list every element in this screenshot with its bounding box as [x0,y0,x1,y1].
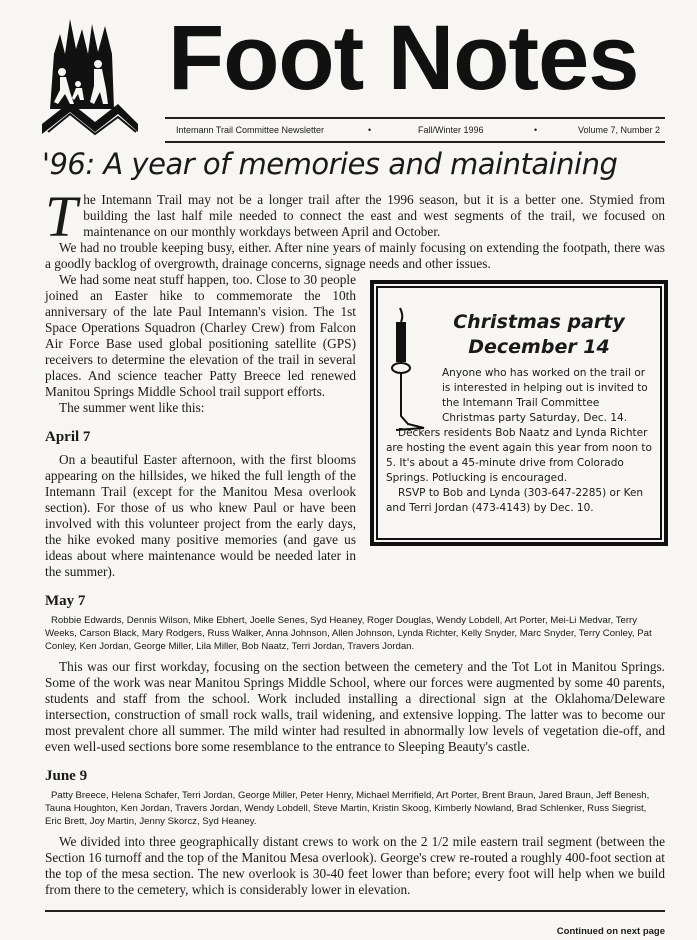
paragraph: On a beautiful Easter afternoon, with the first blooms appearing on the hillsides, we hiked the full length of the Intemann Trail (except for the Manitou Mesa overlook section). For those of us who knew Paul or have been involved with this volunteer project from the early days, the hike evoked many positive memories (and gave us ideas about where maintenance would be needed later in the summer). [45,452,356,579]
paragraph: The summer went like this: [59,400,205,415]
continued-link: Continued on next page [556,926,665,937]
masthead-title: Foot Notes [168,7,639,109]
divider [45,910,665,912]
paragraph: We divided into three geographically distant crews to work on the 2 1/2 mile eastern trail segment (between the Section 16 turnoff and the top of the Manitou Mesa overlook). George's crew re-routed a roughly 400-foot section at the top of the mesa section. The new overlook is 30-40 feet lower than before; every foot will help when we build from there to the cemetery, which is considerably lower in elevation. [45,834,665,897]
paragraph: Deckers residents Bob Naatz and Lynda Richter are hosting the event again this year from noon to 5. It's about a 45-minute drive from Colorado Springs. Potlucking is encouraged. [386,427,652,484]
paragraph: This was our first workday, focusing on the section between the cemetery and the Tot Lot in Manitou Springs. Some of the work was near Manitou Springs Middle School, where our forces were augmented by some 40 parents, students and staff from the school. Work included installing a directional sign at the Oklahoma/Deleware intersection, construction of small rock walls, trail widening, and extensive lopping. The latter was to become our most prevalent chore all summer. The mild winter had resulted in abnormally low levels of vegetation die-off, and even well-used sections bore some resemblance to the entrance to Sleeping Beauty's castle. [45,659,665,754]
section-june-9 [45,767,665,898]
candle-icon [386,306,426,436]
separator: • [534,125,538,135]
separator: • [368,125,372,135]
section-may-7 [45,592,665,755]
section-heading: June 9 [45,768,88,784]
divider [165,141,665,143]
newsletter-name: Intemann Trail Committee Newsletter [176,125,325,135]
title-line: December 14 [468,336,610,358]
paragraph: Anyone who has worked on the trail or is interested in helping out is invited to the Intemann Trail Committee Christmas party Saturday, Dec. 14. [442,367,648,424]
trail-logo-icon [40,14,140,142]
paragraph: RSVP to Bob and Lynda (303-647-2285) or Ken and Terri Jordan (473-4143) by Dec. 10. [386,487,644,514]
christmas-title [426,310,652,360]
volunteer-names: Patty Breece, Helena Schafer, Terri Jordan, George Miller, Peter Henry, Michael Merrifield, Art Porter, Brent Braun, Jared Braun, Jeff Benesh, Tauna Houghton, Ken Jordan, Travers Jordan, Wendy Lobdell, Steve Martin, Kristin Skoog, Kimberly Nowland, Brad Schlenker, Russ Siegrist, Eric Brett, Joy Martin, Jenny Skorcz, Syd Heaney. [45,790,650,827]
volume-number: Volume 7, Number 2 [578,125,661,135]
paragraph: We had some neat stuff happen, too. Close to 30 people joined an Easter hike to commemorate the 10th anniversary of the late Paul Intemann's vision. The 1st Space Operations Squadron (Charley Crew) from Falcon Air Force Base used global positioning satellite (GPS) receivers to determine the elevation of the trail in several places. And science teacher Patty Breece led renewed Manitou Springs Middle School trail support efforts. [45,272,356,399]
headline: '96: A year of memories and maintaining [42,147,618,181]
drop-cap: T [45,184,78,249]
article-body [45,184,665,940]
christmas-party-box [370,280,668,546]
divider [165,117,665,119]
section-heading: May 7 [45,593,86,609]
volunteer-names: Robbie Edwards, Dennis Wilson, Mike Ebhert, Joelle Senes, Syd Heaney, Roger Douglas, Wendy Lobdell, Art Porter, Mei-Li Medvar, Terry Weeks, Carson Black, Mary Rodgers, Russ Walker, Anna Johnson, Allen Johnson, Lynda Richter, Kelly Snyder, Marc Snyder, Terry Conley, Pat Conley, Ken Jordan, George Miller, Lila Miller, Bob Naatz, Terri Jordan, Travers Jordan. [45,615,652,652]
section-heading: April 7 [45,429,91,445]
paragraph: We had no trouble keeping busy, either. After nine years of mainly focusing on extending the footpath, there was a goodly backlog of overgrowth, drainage concerns, signage needs and other issues. [45,240,665,271]
paragraph-text: he Intemann Trail may not be a longer trail after the 1996 season, but it is a better one. Stymied from building the last half mile needed to connect the east and west segments of the trail, we focused on maintenance on our monthly workdays between April and October. [83,192,665,239]
issue-date: Fall/Winter 1996 [418,125,484,135]
paragraph [45,184,665,249]
title-line: Christmas party [453,311,625,333]
